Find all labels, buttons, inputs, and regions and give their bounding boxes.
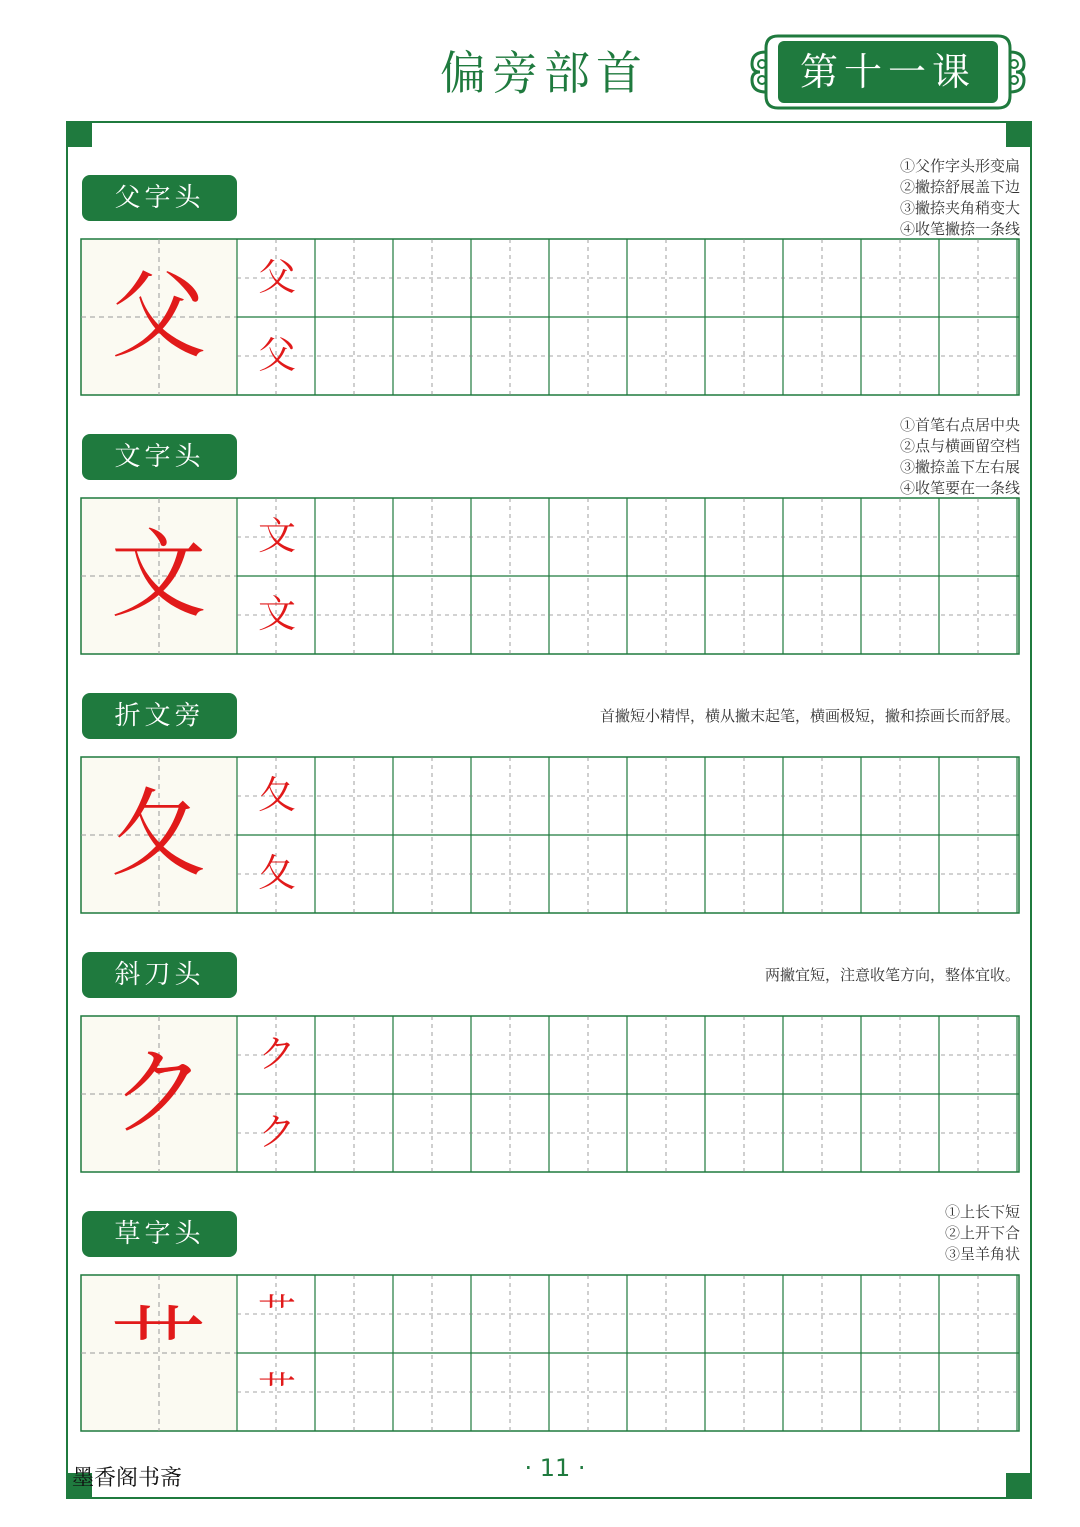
tip-line: ②点与横画留空档 [899,437,1020,455]
section-tips [765,965,1020,986]
section-fu-zi-tou [80,157,1022,400]
section-label: 斜刀头 [82,952,237,998]
tip-line: 首撇短小精悍，横从撇末起笔，横画极短，撇和捺画长而舒展。 [599,707,1020,725]
section-wen-zi-tou [80,416,1022,659]
tip-line: ②撇捺舒展盖下边 [899,178,1020,196]
model-character: ク [110,1037,207,1149]
model-character: 父 [110,260,207,372]
tip-line: ③呈羊角状 [944,1245,1020,1263]
corner-ornament [1006,123,1030,147]
tip-line: ①上长下短 [944,1203,1020,1221]
trace-character: ク [257,1032,296,1076]
corner-ornament [68,123,92,147]
trace-character: 父 [257,333,296,377]
section-label: 父字头 [82,175,237,221]
tip-line: ③撇捺盖下左右展 [899,458,1020,476]
section-tips [945,1202,1020,1265]
corner-ornament [1006,1473,1030,1497]
lesson-label: 第十一课 [799,50,976,94]
page-number: · 11 · [524,1454,586,1482]
model-character: 艹 [110,1296,207,1408]
trace-character: 父 [257,255,296,299]
section-tips [600,706,1020,727]
section-tips [900,415,1020,499]
practice-grid [80,497,1020,655]
tip-line: ③撇捺夹角稍变大 [899,199,1020,217]
practice-grid [80,756,1020,914]
section-label: 折文旁 [82,693,237,739]
section-tips [900,156,1020,240]
practice-grid [80,1274,1020,1432]
section-zhe-wen-pang [80,678,1022,918]
section-label: 文字头 [82,434,237,480]
model-character: 夂 [110,778,207,890]
tip-line: ①首笔右点居中央 [899,416,1020,434]
trace-character: 艹 [257,1369,296,1413]
trace-character: 文 [257,592,296,636]
practice-grid [80,238,1020,396]
tip-line: ②上开下合 [944,1224,1020,1242]
lesson-badge [748,30,1028,114]
trace-character: 夂 [257,773,296,817]
trace-character: 夂 [257,851,296,895]
model-character: 文 [110,519,207,631]
trace-character: ク [257,1110,296,1154]
page-title: 偏旁部首 [440,46,648,100]
tip-line: ④收笔撇捺一条线 [899,220,1020,238]
trace-character: 文 [257,514,296,558]
section-label: 草字头 [82,1211,237,1257]
tip-line: ④收笔要在一条线 [899,479,1020,497]
practice-grid [80,1015,1020,1173]
trace-character: 艹 [257,1291,296,1335]
section-xie-dao-tou [80,937,1022,1177]
section-cao-zi-tou [80,1196,1022,1436]
tip-line: 两撇宜短，注意收笔方向，整体宜收。 [764,966,1020,984]
tip-line: ①父作字头形变扁 [899,157,1020,175]
watermark: 墨香阁书斋 [72,1466,183,1491]
